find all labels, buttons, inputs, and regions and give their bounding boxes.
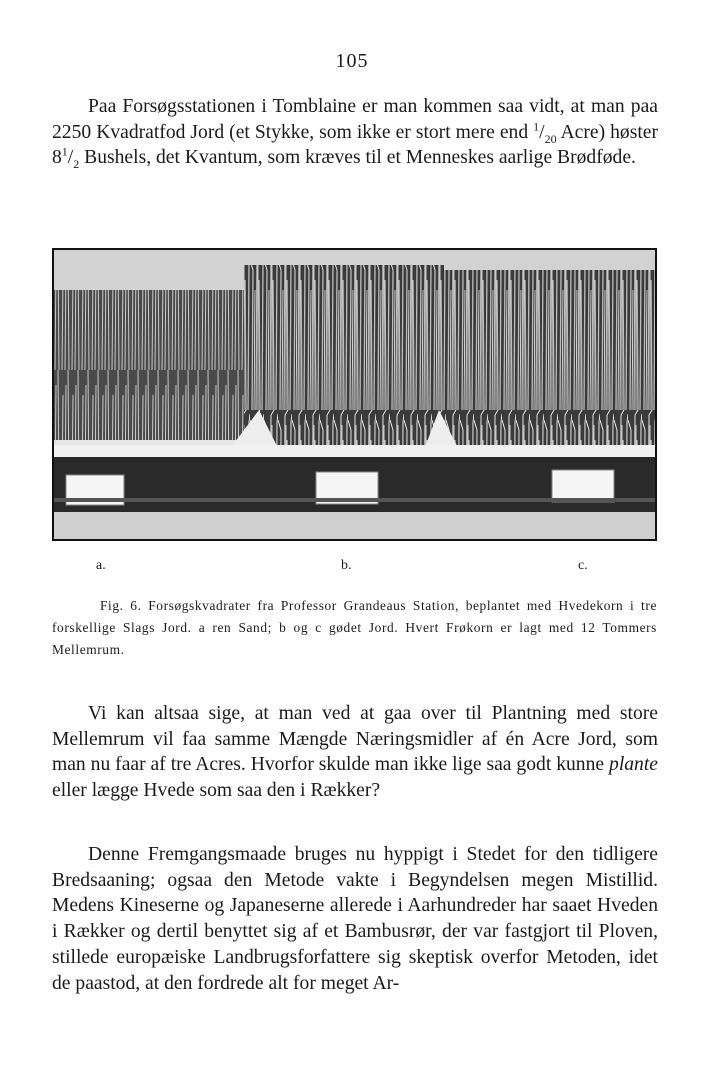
page-number: 105 [335, 50, 369, 72]
paragraph-1-text-a: Paa Forsøgsstationen i Tomblaine er man kommen saa vidt, at man paa 2250 Kvadratfod Jord (et Stykke, som ikke er stort mere end [52, 96, 658, 143]
paragraph-2 [52, 701, 658, 803]
wheat-photo-image [54, 250, 655, 539]
fraction-1-numerator: 1 [533, 119, 540, 134]
paragraph-1-text-b: Acre) høster 8 [52, 121, 658, 169]
figure-label-c: c. [578, 558, 588, 573]
fraction-one-twentieth: $^1/_{20}$ [533, 119, 557, 146]
paragraph-2-text-a: Vi kan altsaa sige, at man ved at gaa over til Plantning med store Mellemrum vil faa samme Mængde Næringsmidler af én Acre Jord, som man nu faar af tre Acres. Hvorfor skulde man ikke lige saa godt kunne [52, 703, 658, 776]
paragraph-2-text-b: eller lægge Hvede som saa den i Rækker? [52, 779, 381, 801]
fraction-2-denominator: 2 [73, 157, 80, 172]
figure-labels [0, 558, 704, 578]
paragraph-1-text-c: Bushels, det Kvantum, som kræves til et Menneskes aarlige Brødføde. [79, 147, 636, 169]
paragraph-1 [52, 94, 658, 171]
paragraph-3: Denne Fremgangsmaade bruges nu hyppigt i Stedet for den tidligere Bredsaaning; ogsaa den Metode vakte i Begyndelsen megen Mistillid. Medens Kineserne og Japaneserne allerede i Aarhundreder har saaet Hveden i Rækker og dertil benyttet sig af et Bambusrør, der var fastgjort til Ploven, stillede europæiske Landbrugsforfattere sig skeptisk overfor Metoden, idet de paastod, at den fordrede alt for meget Ar- [52, 844, 658, 994]
fraction-one-half: $^1/_2$ [61, 144, 80, 172]
figure-label-b: b. [341, 558, 352, 573]
fraction-2-numerator: 1 [61, 144, 68, 159]
fraction-1-denominator: 20 [544, 131, 557, 146]
figure-label-a: a. [96, 558, 106, 573]
wheat-field-photograph [52, 248, 657, 541]
figure-caption: Fig. 6. Forsøgskvadrater fra Professor Grandeaus Station, beplantet med Hvedekorn i tre forskellige Slags Jord. a ren Sand; b og c gødet Jord. Hvert Frøkorn er lagt med 12 Tommers Mellemrum. [52, 598, 657, 657]
paragraph-2-emphasis: plante [609, 754, 658, 776]
